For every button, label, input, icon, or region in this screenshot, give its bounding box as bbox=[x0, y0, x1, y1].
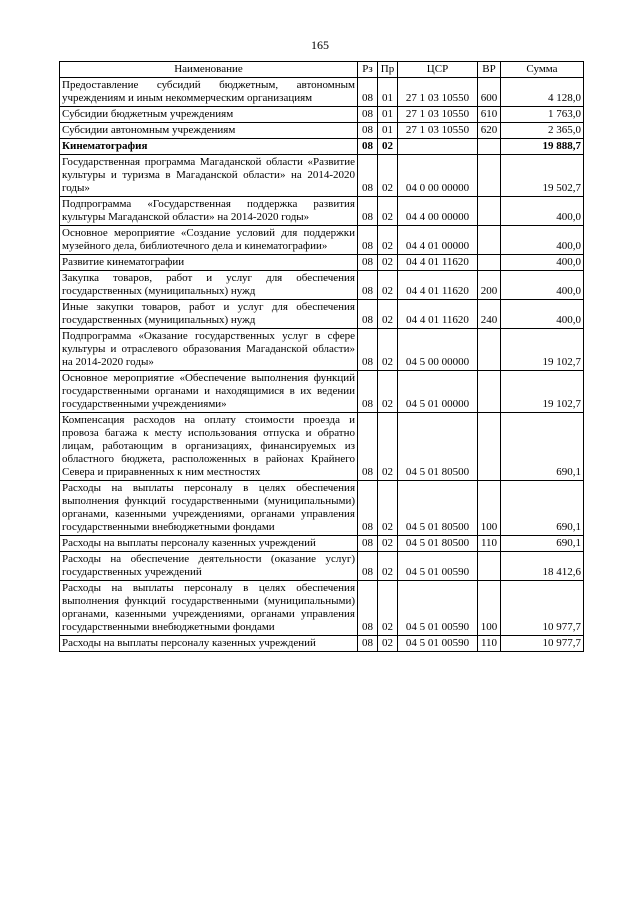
row-csr: 04 4 01 11620 bbox=[398, 300, 478, 329]
row-name: Кинематография bbox=[60, 139, 358, 155]
row-sum: 400,0 bbox=[501, 300, 584, 329]
header-vr: ВР bbox=[478, 62, 501, 78]
row-name: Компенсация расходов на оплату стоимости проезда и провоза багажа к месту использования отпуска и обратно лицам, работающим в организациях, финансируемых из областного бюджета, расположенных в районах Крайнего Севера и приравненных к ним местностях bbox=[60, 413, 358, 481]
row-pr: 02 bbox=[378, 139, 398, 155]
row-sum: 690,1 bbox=[501, 536, 584, 552]
row-pr: 02 bbox=[378, 155, 398, 197]
row-csr: 27 1 03 10550 bbox=[398, 123, 478, 139]
row-vr: 100 bbox=[478, 481, 501, 536]
row-name: Субсидии автономным учреждениям bbox=[60, 123, 358, 139]
row-pr: 02 bbox=[378, 552, 398, 581]
table-row bbox=[60, 107, 584, 123]
row-pr: 02 bbox=[378, 636, 398, 652]
row-sum: 690,1 bbox=[501, 481, 584, 536]
row-csr: 04 4 00 00000 bbox=[398, 197, 478, 226]
row-vr bbox=[478, 139, 501, 155]
row-name: Расходы на выплаты персоналу казенных учреждений bbox=[60, 536, 358, 552]
row-sum: 4 128,0 bbox=[501, 78, 584, 107]
row-rz: 08 bbox=[358, 581, 378, 636]
table-row bbox=[60, 155, 584, 197]
row-vr: 610 bbox=[478, 107, 501, 123]
row-pr: 02 bbox=[378, 581, 398, 636]
row-rz: 08 bbox=[358, 155, 378, 197]
row-vr: 620 bbox=[478, 123, 501, 139]
row-pr: 02 bbox=[378, 481, 398, 536]
row-sum: 2 365,0 bbox=[501, 123, 584, 139]
row-vr bbox=[478, 155, 501, 197]
row-csr: 04 0 00 00000 bbox=[398, 155, 478, 197]
row-sum: 18 412,6 bbox=[501, 552, 584, 581]
row-csr: 04 5 01 00590 bbox=[398, 552, 478, 581]
row-rz: 08 bbox=[358, 197, 378, 226]
row-rz: 08 bbox=[358, 552, 378, 581]
row-name: Субсидии бюджетным учреждениям bbox=[60, 107, 358, 123]
row-vr bbox=[478, 552, 501, 581]
table-row bbox=[60, 329, 584, 371]
table-row bbox=[60, 636, 584, 652]
row-rz: 08 bbox=[358, 255, 378, 271]
row-sum: 400,0 bbox=[501, 271, 584, 300]
row-pr: 01 bbox=[378, 78, 398, 107]
table-row bbox=[60, 78, 584, 107]
header-name: Наименование bbox=[60, 62, 358, 78]
table-row bbox=[60, 255, 584, 271]
table-header-row bbox=[60, 62, 584, 78]
row-csr: 27 1 03 10550 bbox=[398, 107, 478, 123]
row-vr: 110 bbox=[478, 636, 501, 652]
header-rz: Рз bbox=[358, 62, 378, 78]
row-rz: 08 bbox=[358, 481, 378, 536]
row-pr: 02 bbox=[378, 329, 398, 371]
row-vr bbox=[478, 371, 501, 413]
row-name: Развитие кинематографии bbox=[60, 255, 358, 271]
table-row bbox=[60, 552, 584, 581]
row-name: Подпрограмма «Государственная поддержка развития культуры Магаданской области» на 2014-2020 годы» bbox=[60, 197, 358, 226]
row-vr: 200 bbox=[478, 271, 501, 300]
table-row bbox=[60, 197, 584, 226]
table-row bbox=[60, 413, 584, 481]
row-sum: 400,0 bbox=[501, 255, 584, 271]
row-rz: 08 bbox=[358, 536, 378, 552]
row-csr: 04 4 01 11620 bbox=[398, 271, 478, 300]
row-pr: 02 bbox=[378, 271, 398, 300]
row-rz: 08 bbox=[358, 226, 378, 255]
row-rz: 08 bbox=[358, 371, 378, 413]
row-csr: 04 5 01 80500 bbox=[398, 481, 478, 536]
row-csr: 04 4 01 00000 bbox=[398, 226, 478, 255]
row-sum: 1 763,0 bbox=[501, 107, 584, 123]
row-sum: 19 102,7 bbox=[501, 329, 584, 371]
row-csr: 04 5 01 00000 bbox=[398, 371, 478, 413]
row-pr: 02 bbox=[378, 371, 398, 413]
row-vr bbox=[478, 255, 501, 271]
row-csr: 04 5 00 00000 bbox=[398, 329, 478, 371]
row-name: Расходы на выплаты персоналу казенных учреждений bbox=[60, 636, 358, 652]
row-name: Расходы на выплаты персоналу в целях обеспечения выполнения функций государственными (муниципальными) органами, казенными учреждениями, органами управления государственными внебюджетными фондами bbox=[60, 481, 358, 536]
row-vr: 100 bbox=[478, 581, 501, 636]
row-sum: 690,1 bbox=[501, 413, 584, 481]
row-pr: 02 bbox=[378, 300, 398, 329]
table-row bbox=[60, 271, 584, 300]
table-row bbox=[60, 481, 584, 536]
row-vr: 240 bbox=[478, 300, 501, 329]
row-name: Основное мероприятие «Обеспечение выполнения функций государственными органами и находящимися в их ведении государственными учреждениями» bbox=[60, 371, 358, 413]
row-rz: 08 bbox=[358, 413, 378, 481]
row-pr: 01 bbox=[378, 123, 398, 139]
row-name: Подпрограмма «Оказание государственных услуг в сфере культуры и отраслевого образования Магаданской области» на 2014-2020 годы» bbox=[60, 329, 358, 371]
row-rz: 08 bbox=[358, 271, 378, 300]
row-rz: 08 bbox=[358, 636, 378, 652]
row-csr: 04 5 01 80500 bbox=[398, 536, 478, 552]
table-row bbox=[60, 226, 584, 255]
row-name: Государственная программа Магаданской области «Развитие культуры и туризма в Магаданской области» на 2014-2020 годы» bbox=[60, 155, 358, 197]
row-vr bbox=[478, 413, 501, 481]
row-pr: 02 bbox=[378, 226, 398, 255]
row-pr: 02 bbox=[378, 536, 398, 552]
row-csr bbox=[398, 139, 478, 155]
row-rz: 08 bbox=[358, 123, 378, 139]
row-sum: 19 102,7 bbox=[501, 371, 584, 413]
table-row-section bbox=[60, 139, 584, 155]
table-row bbox=[60, 300, 584, 329]
row-name: Предоставление субсидий бюджетным, автономным учреждениям и иным некоммерческим организациям bbox=[60, 78, 358, 107]
row-pr: 02 bbox=[378, 197, 398, 226]
row-csr: 04 5 01 80500 bbox=[398, 413, 478, 481]
row-name: Расходы на обеспечение деятельности (оказание услуг) государственных учреждений bbox=[60, 552, 358, 581]
row-rz: 08 bbox=[358, 107, 378, 123]
row-vr: 110 bbox=[478, 536, 501, 552]
table-row bbox=[60, 371, 584, 413]
row-vr bbox=[478, 226, 501, 255]
row-sum: 19 888,7 bbox=[501, 139, 584, 155]
row-name: Основное мероприятие «Создание условий для поддержки музейного дела, библиотечного дела и кинематографии» bbox=[60, 226, 358, 255]
row-rz: 08 bbox=[358, 139, 378, 155]
row-pr: 02 bbox=[378, 413, 398, 481]
row-sum: 10 977,7 bbox=[501, 636, 584, 652]
header-sum: Сумма bbox=[501, 62, 584, 78]
row-csr: 27 1 03 10550 bbox=[398, 78, 478, 107]
table-row bbox=[60, 536, 584, 552]
row-csr: 04 5 01 00590 bbox=[398, 636, 478, 652]
row-sum: 10 977,7 bbox=[501, 581, 584, 636]
row-vr bbox=[478, 329, 501, 371]
table-row bbox=[60, 123, 584, 139]
header-csr: ЦСР bbox=[398, 62, 478, 78]
row-vr: 600 bbox=[478, 78, 501, 107]
header-pr: Пр bbox=[378, 62, 398, 78]
row-rz: 08 bbox=[358, 300, 378, 329]
row-vr bbox=[478, 197, 501, 226]
budget-table bbox=[59, 61, 584, 652]
row-name: Иные закупки товаров, работ и услуг для обеспечения государственных (муниципальных) нужд bbox=[60, 300, 358, 329]
row-name: Расходы на выплаты персоналу в целях обеспечения выполнения функций государственными (муниципальными) органами, казенными учреждениями, органами управления государственными внебюджетными фондами bbox=[60, 581, 358, 636]
row-sum: 400,0 bbox=[501, 226, 584, 255]
row-sum: 19 502,7 bbox=[501, 155, 584, 197]
row-sum: 400,0 bbox=[501, 197, 584, 226]
row-pr: 02 bbox=[378, 255, 398, 271]
table-row bbox=[60, 581, 584, 636]
row-rz: 08 bbox=[358, 329, 378, 371]
row-name: Закупка товаров, работ и услуг для обеспечения государственных (муниципальных) нужд bbox=[60, 271, 358, 300]
row-csr: 04 5 01 00590 bbox=[398, 581, 478, 636]
row-rz: 08 bbox=[358, 78, 378, 107]
row-csr: 04 4 01 11620 bbox=[398, 255, 478, 271]
row-pr: 01 bbox=[378, 107, 398, 123]
page-number: 165 bbox=[311, 38, 329, 52]
